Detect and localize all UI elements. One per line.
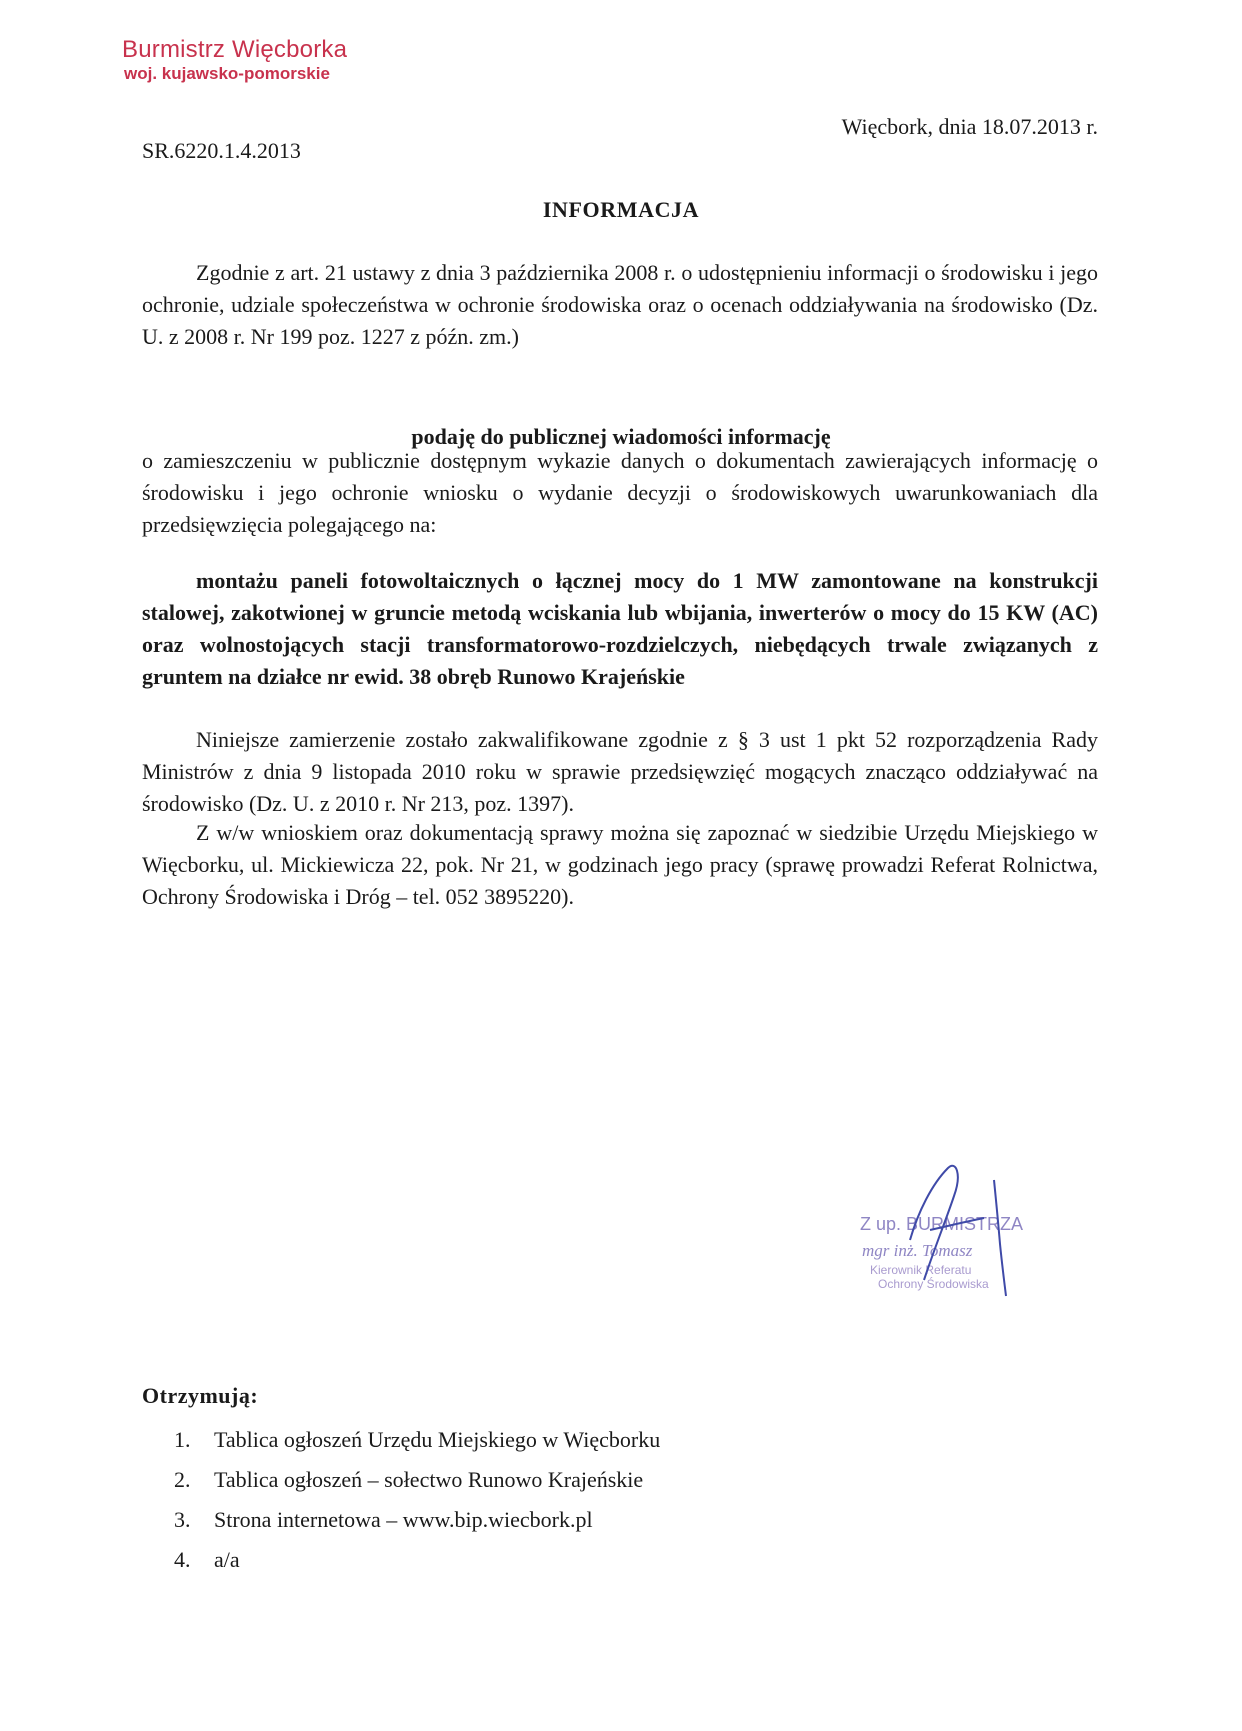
issuer-stamp-region: woj. kujawsko-pomorskie	[124, 64, 330, 83]
recipients-title: Otrzymują:	[142, 1383, 259, 1408]
signature-stamp-line4: Ochrony Środowiska	[878, 1277, 989, 1291]
issuer-stamp-title: Burmistrz Więcborka	[122, 36, 348, 63]
reference-number: SR.6220.1.4.2013	[142, 138, 301, 163]
contact-paragraph: Z w/w wnioskiem oraz dokumentacją sprawy można się zapoznać w siedzibie Urzędu Miejskiego w Więcborku, ul. Mickiewicza 22, pok. Nr 21, w godzinach jego pracy (sprawę prowadzi Referat Rolnictwa, Ochrony Środowiska i Dróg – tel. 052 3895220).	[142, 820, 1098, 909]
document-title: INFORMACJA	[542, 197, 700, 222]
list-item-number: 3.	[174, 1507, 191, 1532]
project-description: montażu paneli fotowoltaicznych o łącznej mocy do 1 MW zamontowane na konstrukcji stalowej, zakotwionej w gruncie metodą wciskania lub wbijania, inwerterów o mocy do 15 KW (AC) oraz wolnostojących stacji transformatorowo-rozdzielczych, niebędących trwale związanych z gruntem na działce nr ewid. 38 obręb Runowo Krajeńskie	[142, 568, 1098, 689]
recipients-list	[174, 1420, 660, 1580]
list-item	[174, 1460, 660, 1500]
list-item-text: Strona internetowa – www.bip.wiecbork.pl	[214, 1507, 593, 1532]
issuer-stamp	[122, 36, 347, 84]
list-item-text: Tablica ogłoszeń Urzędu Miejskiego w Więcborku	[214, 1427, 661, 1452]
signature-stamp-line3: Kierownik Referatu	[870, 1263, 972, 1277]
signature-stamp	[860, 1140, 1110, 1300]
list-item-text: Tablica ogłoszeń – sołectwo Runowo Krajeńskie	[214, 1467, 644, 1492]
list-item-number: 1.	[174, 1427, 191, 1452]
list-item-number: 2.	[174, 1467, 191, 1492]
announcement-line: podaję do publicznej wiadomości informację	[411, 424, 831, 449]
list-item	[174, 1540, 660, 1580]
list-item	[174, 1420, 660, 1460]
subject-paragraph: o zamieszczeniu w publicznie dostępnym wykazie danych o dokumentach zawierających informację o środowisku i jego ochronie wniosku o wydanie decyzji o środowiskowych uwarunkowaniach dla przedsięwzięcia polegającego na:	[142, 448, 1098, 537]
intro-paragraph: Zgodnie z art. 21 ustawy z dnia 3 października 2008 r. o udostępnieniu informacji o środowisku i jego ochronie, udziale społeczeństwa w ochronie środowiska oraz o ocenach oddziaływania na środowisko (Dz. U. z 2008 r. Nr 199 poz. 1227 z późn. zm.)	[142, 260, 1098, 349]
signature-stamp-line1: Z up. BURMISTRZA	[860, 1214, 1024, 1234]
list-item-number: 4.	[174, 1547, 191, 1572]
qualification-paragraph: Niniejsze zamierzenie zostało zakwalifikowane zgodnie z § 3 ust 1 pkt 52 rozporządzenia Rady Ministrów z dnia 9 listopada 2010 roku w sprawie przedsięwzięć mogących znacząco oddziaływać na środowisko (Dz. U. z 2010 r. Nr 213, poz. 1397).	[142, 727, 1098, 816]
list-item	[174, 1500, 660, 1540]
signature-stamp-line2: mgr inż. Tomasz	[862, 1241, 973, 1260]
list-item-text: a/a	[214, 1547, 240, 1572]
place-date: Więcbork, dnia 18.07.2013 r.	[841, 114, 1098, 139]
